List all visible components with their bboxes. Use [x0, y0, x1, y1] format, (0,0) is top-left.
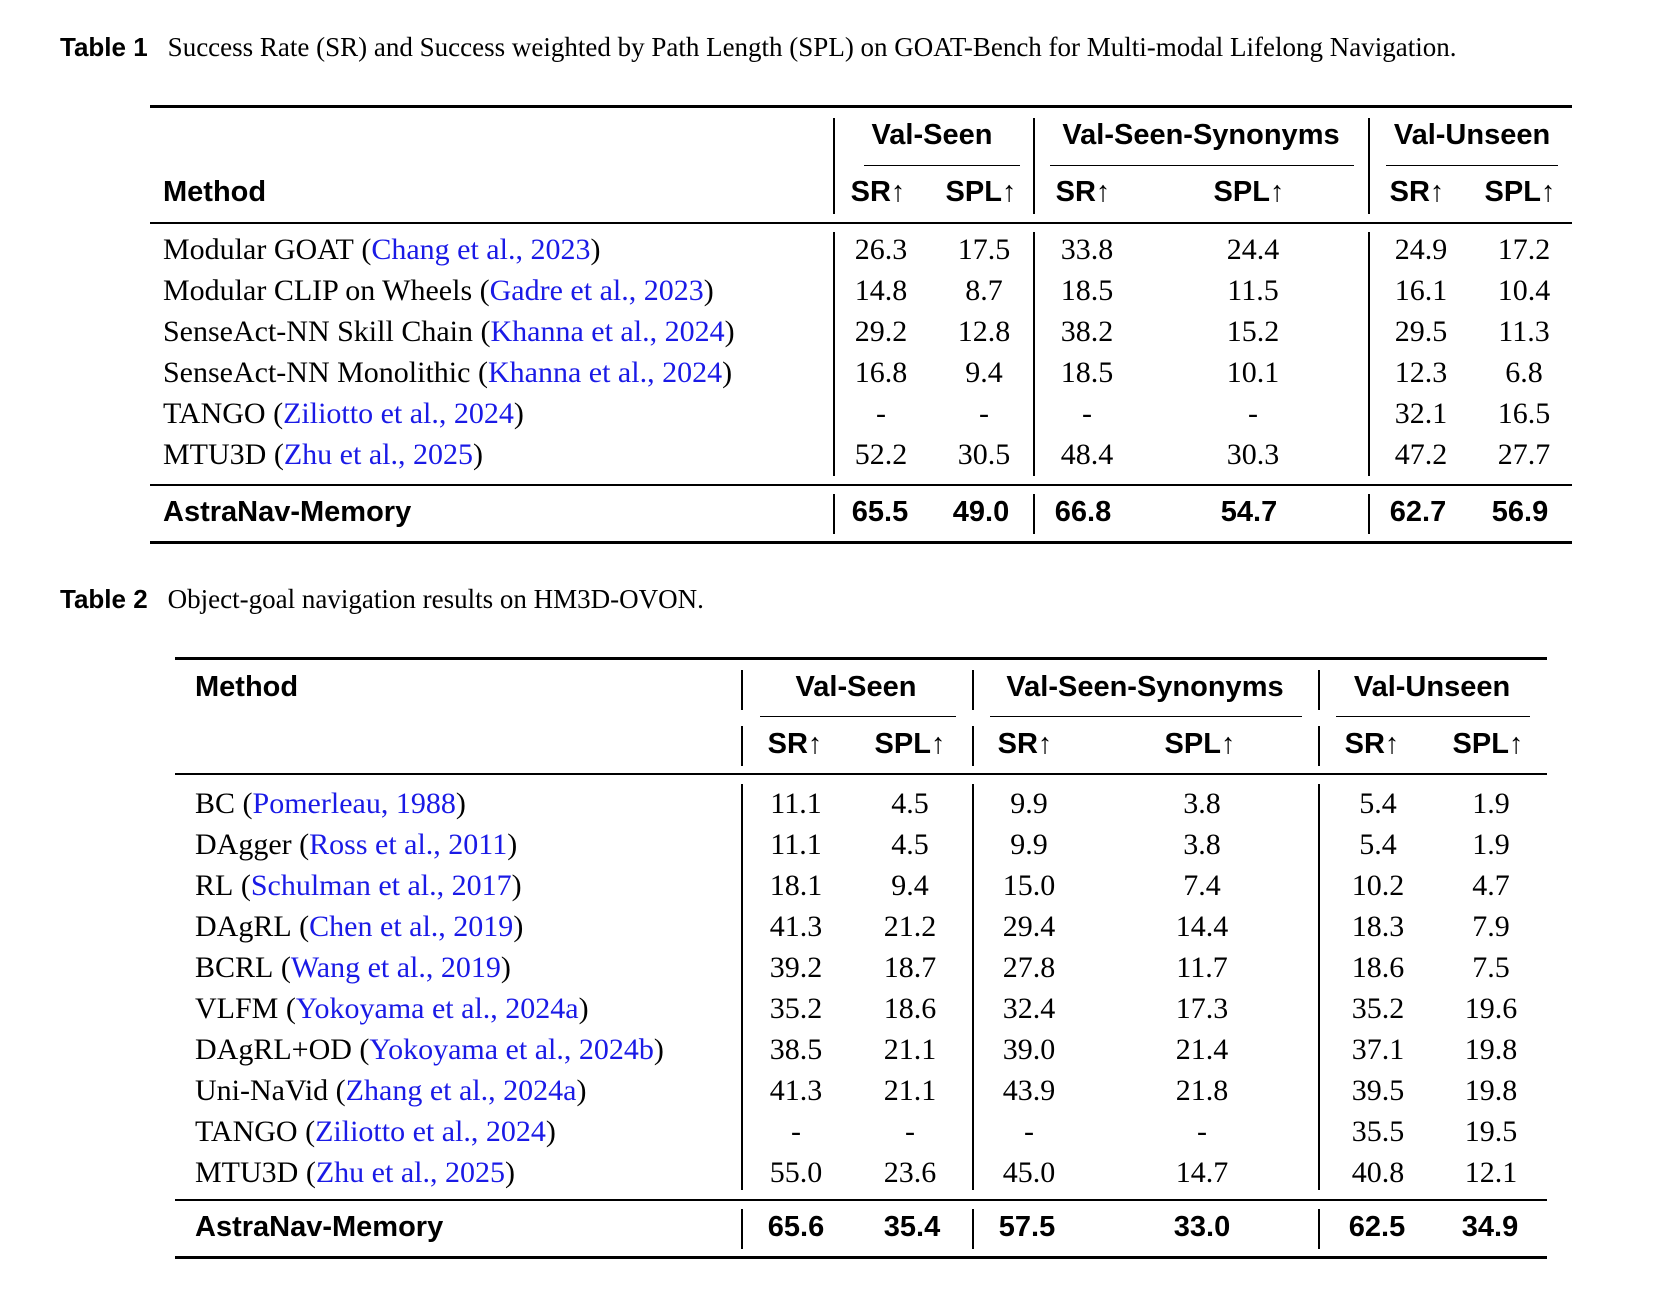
method-name-cell	[163, 314, 735, 350]
table1-mid-rule	[150, 222, 1572, 224]
citation-close-paren: )	[511, 869, 522, 902]
table2-sub-header: SR↑	[767, 728, 823, 760]
table-cell-value: 7.9	[1472, 910, 1510, 943]
table-cell-value: 35.2	[1351, 992, 1405, 1025]
method-name-cell	[163, 355, 732, 391]
method-name-cell	[195, 950, 511, 986]
table-cell-value: 29.5	[1394, 315, 1448, 348]
citation-open-paren: (	[361, 233, 372, 266]
table2-sub-header: SR↑	[997, 728, 1053, 760]
table2-sub-header: SPL↑	[1164, 728, 1236, 760]
table-cell-value: 35.5	[1351, 1115, 1405, 1148]
citation-close-paren: )	[578, 992, 589, 1025]
table2-group-header: Val-Unseen	[1353, 671, 1511, 703]
table2-divider	[741, 1209, 743, 1249]
table-cell-value: 9.9	[1010, 787, 1048, 820]
method-name-cell	[195, 1114, 556, 1150]
table2-divider	[741, 726, 743, 766]
citation-link[interactable]: Ziliotto et al., 2024	[315, 1115, 546, 1148]
table2-group-underline	[1336, 716, 1530, 717]
citation-link[interactable]: Ross et al., 2011	[309, 828, 508, 861]
table-cell-value: -	[979, 397, 989, 430]
method-name: MTU3D	[163, 438, 267, 471]
table-cell-value: 30.3	[1226, 438, 1280, 471]
table-cell-value: 32.4	[1002, 992, 1056, 1025]
method-name: BCRL	[195, 951, 274, 984]
table2-ours-value: 57.5	[998, 1211, 1056, 1243]
table2-divider	[1318, 670, 1320, 710]
table-cell-value: 6.8	[1505, 356, 1543, 389]
table-cell-value: 19.8	[1464, 1074, 1518, 1107]
method-name: Modular CLIP on Wheels	[163, 274, 473, 307]
table-cell-value: 48.4	[1060, 438, 1114, 471]
table1-top-rule	[150, 105, 1572, 108]
table-cell-value: 33.8	[1060, 233, 1114, 266]
citation-open-paren: (	[299, 828, 310, 861]
table1-bottom-rule	[150, 541, 1572, 544]
table2-divider	[972, 726, 974, 766]
citation-link[interactable]: Zhu et al., 2025	[315, 1156, 505, 1189]
table1-ours-value: 65.5	[851, 496, 909, 528]
table2-ours-rule	[175, 1199, 1547, 1201]
method-name-cell	[195, 1032, 664, 1068]
table1-divider	[1033, 232, 1035, 476]
method-name-cell	[163, 396, 524, 432]
table-cell-value: 10.2	[1351, 869, 1405, 902]
table1-ours-value: 66.8	[1054, 496, 1112, 528]
citation-open-paren: (	[305, 1156, 316, 1189]
table-cell-value: 18.6	[1351, 951, 1405, 984]
table-cell-value: 55.0	[769, 1156, 823, 1189]
citation-open-paren: (	[280, 951, 291, 984]
table-cell-value: 18.5	[1060, 356, 1114, 389]
table-cell-value: -	[1082, 397, 1092, 430]
citation-link[interactable]: Ziliotto et al., 2024	[283, 397, 514, 430]
table2-caption-text: Object-goal navigation results on HM3D-OVON.	[167, 584, 704, 614]
table1-ours-name: AstraNav-Memory	[163, 496, 412, 528]
table1-divider	[833, 232, 835, 476]
table-cell-value: 11.7	[1176, 951, 1228, 984]
table2-ours-value: 62.5	[1348, 1211, 1406, 1243]
table-cell-value: 18.1	[769, 869, 823, 902]
citation-open-paren: (	[273, 438, 284, 471]
citation-close-paren: )	[504, 1156, 515, 1189]
table-cell-value: 17.3	[1175, 992, 1229, 1025]
citation-close-paren: )	[513, 397, 524, 430]
table-cell-value: 17.5	[957, 233, 1011, 266]
table2-ours-name: AstraNav-Memory	[195, 1211, 444, 1243]
table1-ours-value: 54.7	[1220, 496, 1278, 528]
table1-divider	[833, 494, 835, 534]
table-cell-value: 21.4	[1175, 1033, 1229, 1066]
table1-group-header: Val-Seen	[871, 119, 993, 151]
table-cell-value: 27.7	[1497, 438, 1551, 471]
table-cell-value: 45.0	[1002, 1156, 1056, 1189]
table-cell-value: 14.8	[854, 274, 908, 307]
citation-open-paren: (	[299, 910, 310, 943]
table1-group-header: Val-Unseen	[1393, 119, 1551, 151]
table-cell-value: 14.4	[1175, 910, 1229, 943]
citation-link[interactable]: Chang et al., 2023	[371, 233, 591, 266]
table-cell-value: 39.5	[1351, 1074, 1405, 1107]
table1-group-underline	[864, 165, 1020, 166]
method-name: RL	[195, 869, 234, 902]
table-cell-value: 29.2	[854, 315, 908, 348]
table1-caption-text: Success Rate (SR) and Success weighted by Path Length (SPL) on GOAT-Bench for Multi-modal Lifelong Navigation.	[167, 32, 1457, 62]
table-cell-value: 3.8	[1183, 828, 1221, 861]
table2-group-underline	[990, 716, 1302, 717]
table-cell-value: 18.3	[1351, 910, 1405, 943]
table-cell-value: 11.1	[770, 828, 822, 861]
table-cell-value: -	[876, 397, 886, 430]
table2-divider	[1318, 726, 1320, 766]
table-cell-value: 29.4	[1002, 910, 1056, 943]
table-cell-value: 21.8	[1175, 1074, 1229, 1107]
table1-group-header: Val-Seen-Synonyms	[1062, 119, 1340, 151]
table1-divider	[1368, 118, 1370, 214]
citation-link[interactable]: Zhang et al., 2024a	[345, 1074, 577, 1107]
table1-divider	[1033, 494, 1035, 534]
citation-open-paren: (	[242, 787, 253, 820]
table2-divider	[972, 670, 974, 710]
table-cell-value: 1.9	[1472, 787, 1510, 820]
method-name: BC	[195, 787, 236, 820]
citation-open-paren: (	[477, 356, 488, 389]
table1-group-underline	[1386, 165, 1558, 166]
table-cell-value: 12.3	[1394, 356, 1448, 389]
table-cell-value: -	[1024, 1115, 1034, 1148]
table-cell-value: 38.2	[1060, 315, 1114, 348]
table1-divider	[833, 118, 835, 214]
table-cell-value: 1.9	[1472, 828, 1510, 861]
table2-divider	[741, 670, 743, 710]
table1-caption	[60, 32, 1456, 63]
citation-open-paren: (	[335, 1074, 346, 1107]
method-name-cell	[195, 1073, 586, 1109]
table1-sub-header: SR↑	[1055, 176, 1111, 208]
table-cell-value: 18.7	[883, 951, 937, 984]
citation-link[interactable]: Khanna et al., 2024	[487, 356, 723, 389]
method-name-cell	[195, 827, 517, 863]
table-cell-value: -	[791, 1115, 801, 1148]
method-name-cell	[195, 786, 466, 822]
method-name: TANGO	[195, 1115, 298, 1148]
table2-caption	[60, 584, 704, 615]
table-cell-value: -	[1248, 397, 1258, 430]
citation-close-paren: )	[576, 1074, 587, 1107]
table-cell-value: 27.8	[1002, 951, 1056, 984]
table2-group-header: Val-Seen-Synonyms	[1006, 671, 1284, 703]
citation-open-paren: (	[305, 1115, 316, 1148]
table-cell-value: 21.1	[883, 1033, 937, 1066]
table-cell-value: 52.2	[854, 438, 908, 471]
table1-ours-value: 62.7	[1389, 496, 1447, 528]
method-name: TANGO	[163, 397, 266, 430]
citation-link[interactable]: Chen et al., 2019	[309, 910, 514, 943]
table-cell-value: 12.8	[957, 315, 1011, 348]
table-cell-value: 7.5	[1472, 951, 1510, 984]
citation-open-paren: (	[359, 1033, 370, 1066]
table2-divider	[972, 784, 974, 1190]
table-cell-value: 43.9	[1002, 1074, 1056, 1107]
method-name-cell	[163, 273, 714, 309]
table2-ours-value: 35.4	[883, 1211, 941, 1243]
table-cell-value: 39.0	[1002, 1033, 1056, 1066]
table-cell-value: 4.5	[891, 828, 929, 861]
method-name-cell	[195, 1155, 515, 1191]
table-cell-value: 17.2	[1497, 233, 1551, 266]
table2-top-rule	[175, 657, 1547, 660]
citation-open-paren: (	[479, 274, 490, 307]
citation-open-paren: (	[240, 869, 251, 902]
table-cell-value: 19.8	[1464, 1033, 1518, 1066]
table-cell-value: 11.5	[1227, 274, 1279, 307]
table-cell-value: 8.7	[965, 274, 1003, 307]
table-cell-value: 23.6	[883, 1156, 937, 1189]
table-cell-value: 15.2	[1226, 315, 1280, 348]
table2-group-header: Val-Seen	[795, 671, 917, 703]
table-cell-value: 11.1	[770, 787, 822, 820]
citation-link[interactable]: Gadre et al., 2023	[489, 274, 704, 307]
citation-link[interactable]: Yokoyama et al., 2024b	[369, 1033, 654, 1066]
citation-close-paren: )	[590, 233, 601, 266]
citation-open-paren: (	[480, 315, 491, 348]
citation-link[interactable]: Pomerleau, 1988	[252, 787, 456, 820]
table1-method-header: Method	[163, 176, 267, 208]
table2-sub-header: SPL↑	[1452, 728, 1524, 760]
table-cell-value: 16.8	[854, 356, 908, 389]
table2-divider	[1318, 1209, 1320, 1249]
table1-ours-value: 56.9	[1491, 496, 1549, 528]
method-name-cell	[163, 232, 600, 268]
table-cell-value: 30.5	[957, 438, 1011, 471]
table2-bottom-rule	[175, 1256, 1547, 1259]
table-cell-value: 3.8	[1183, 787, 1221, 820]
citation-close-paren: )	[507, 828, 518, 861]
method-name: MTU3D	[195, 1156, 299, 1189]
citation-close-paren: )	[513, 910, 524, 943]
table-cell-value: 24.4	[1226, 233, 1280, 266]
citation-open-paren: (	[273, 397, 284, 430]
table-cell-value: 9.9	[1010, 828, 1048, 861]
method-name: DAgRL+OD	[195, 1033, 352, 1066]
table1-sub-header: SPL↑	[1213, 176, 1285, 208]
table-cell-value: 7.4	[1183, 869, 1221, 902]
citation-close-paren: )	[472, 438, 483, 471]
table2-sub-header: SPL↑	[874, 728, 946, 760]
table-cell-value: 4.5	[891, 787, 929, 820]
table-cell-value: 10.1	[1226, 356, 1280, 389]
table1-divider	[1368, 232, 1370, 476]
table-cell-value: 41.3	[769, 1074, 823, 1107]
table-cell-value: 18.5	[1060, 274, 1114, 307]
citation-link[interactable]: Schulman et al., 2017	[250, 869, 512, 902]
method-name: DAgRL	[195, 910, 292, 943]
table2-ours-value: 33.0	[1173, 1211, 1231, 1243]
table-cell-value: 47.2	[1394, 438, 1448, 471]
table-cell-value: 19.6	[1464, 992, 1518, 1025]
method-name-cell	[195, 991, 589, 1027]
table-cell-value: 5.4	[1359, 787, 1397, 820]
table-cell-value: 39.2	[769, 951, 823, 984]
citation-link[interactable]: Wang et al., 2019	[290, 951, 501, 984]
table-cell-value: 19.5	[1464, 1115, 1518, 1148]
citation-open-paren: (	[285, 992, 296, 1025]
table-cell-value: 32.1	[1394, 397, 1448, 430]
method-name: SenseAct-NN Skill Chain	[163, 315, 473, 348]
table-cell-value: 21.2	[883, 910, 937, 943]
table2-method-header: Method	[195, 671, 299, 703]
table-cell-value: 4.7	[1472, 869, 1510, 902]
citation-close-paren: )	[724, 315, 735, 348]
table-cell-value: 16.5	[1497, 397, 1551, 430]
table1-sub-header: SR↑	[850, 176, 906, 208]
table-cell-value: -	[905, 1115, 915, 1148]
table1-group-underline	[1050, 165, 1354, 166]
table1-divider	[1368, 494, 1370, 534]
citation-link[interactable]: Zhu et al., 2025	[283, 438, 473, 471]
table1-sub-header: SR↑	[1389, 176, 1445, 208]
table1-ours-rule	[150, 484, 1572, 486]
method-name: Modular GOAT	[163, 233, 354, 266]
method-name: VLFM	[195, 992, 279, 1025]
table1-label: Table 1	[60, 32, 148, 62]
method-name: DAgger	[195, 828, 292, 861]
table-cell-value: 10.4	[1497, 274, 1551, 307]
table-cell-value: 18.6	[883, 992, 937, 1025]
citation-close-paren: )	[722, 356, 733, 389]
table-cell-value: 15.0	[1002, 869, 1056, 902]
table2-divider	[1318, 784, 1320, 1190]
table-cell-value: 41.3	[769, 910, 823, 943]
table-cell-value: 12.1	[1464, 1156, 1518, 1189]
table1-ours-value: 49.0	[952, 496, 1010, 528]
table2-divider	[972, 1209, 974, 1249]
citation-close-paren: )	[455, 787, 466, 820]
method-name-cell	[195, 909, 523, 945]
citation-close-paren: )	[545, 1115, 556, 1148]
table-cell-value: 9.4	[965, 356, 1003, 389]
table2-sub-header: SR↑	[1344, 728, 1400, 760]
method-name: Uni-NaVid	[195, 1074, 329, 1107]
table-cell-value: 35.2	[769, 992, 823, 1025]
table1-sub-header: SPL↑	[945, 176, 1017, 208]
table-cell-value: 26.3	[854, 233, 908, 266]
citation-close-paren: )	[653, 1033, 664, 1066]
table-cell-value: 24.9	[1394, 233, 1448, 266]
table-cell-value: 37.1	[1351, 1033, 1405, 1066]
table2-group-underline	[760, 716, 956, 717]
table-cell-value: 16.1	[1394, 274, 1448, 307]
table1-divider	[1033, 118, 1035, 214]
method-name-cell	[163, 437, 483, 473]
citation-link[interactable]: Yokoyama et al., 2024a	[295, 992, 579, 1025]
table-cell-value: 11.3	[1498, 315, 1550, 348]
method-name: SenseAct-NN Monolithic	[163, 356, 471, 389]
citation-close-paren: )	[703, 274, 714, 307]
table-cell-value: 14.7	[1175, 1156, 1229, 1189]
table2-divider	[741, 784, 743, 1190]
table-cell-value: 9.4	[891, 869, 929, 902]
method-name-cell	[195, 868, 522, 904]
citation-close-paren: )	[500, 951, 511, 984]
table-cell-value: 21.1	[883, 1074, 937, 1107]
table1-sub-header: SPL↑	[1484, 176, 1556, 208]
citation-link[interactable]: Khanna et al., 2024	[490, 315, 725, 348]
table2-ours-value: 34.9	[1461, 1211, 1519, 1243]
table-cell-value: -	[1197, 1115, 1207, 1148]
table-cell-value: 5.4	[1359, 828, 1397, 861]
table-cell-value: 38.5	[769, 1033, 823, 1066]
table2-label: Table 2	[60, 584, 148, 614]
table-cell-value: 40.8	[1351, 1156, 1405, 1189]
table2-mid-rule	[175, 773, 1547, 775]
table2-ours-value: 65.6	[767, 1211, 825, 1243]
